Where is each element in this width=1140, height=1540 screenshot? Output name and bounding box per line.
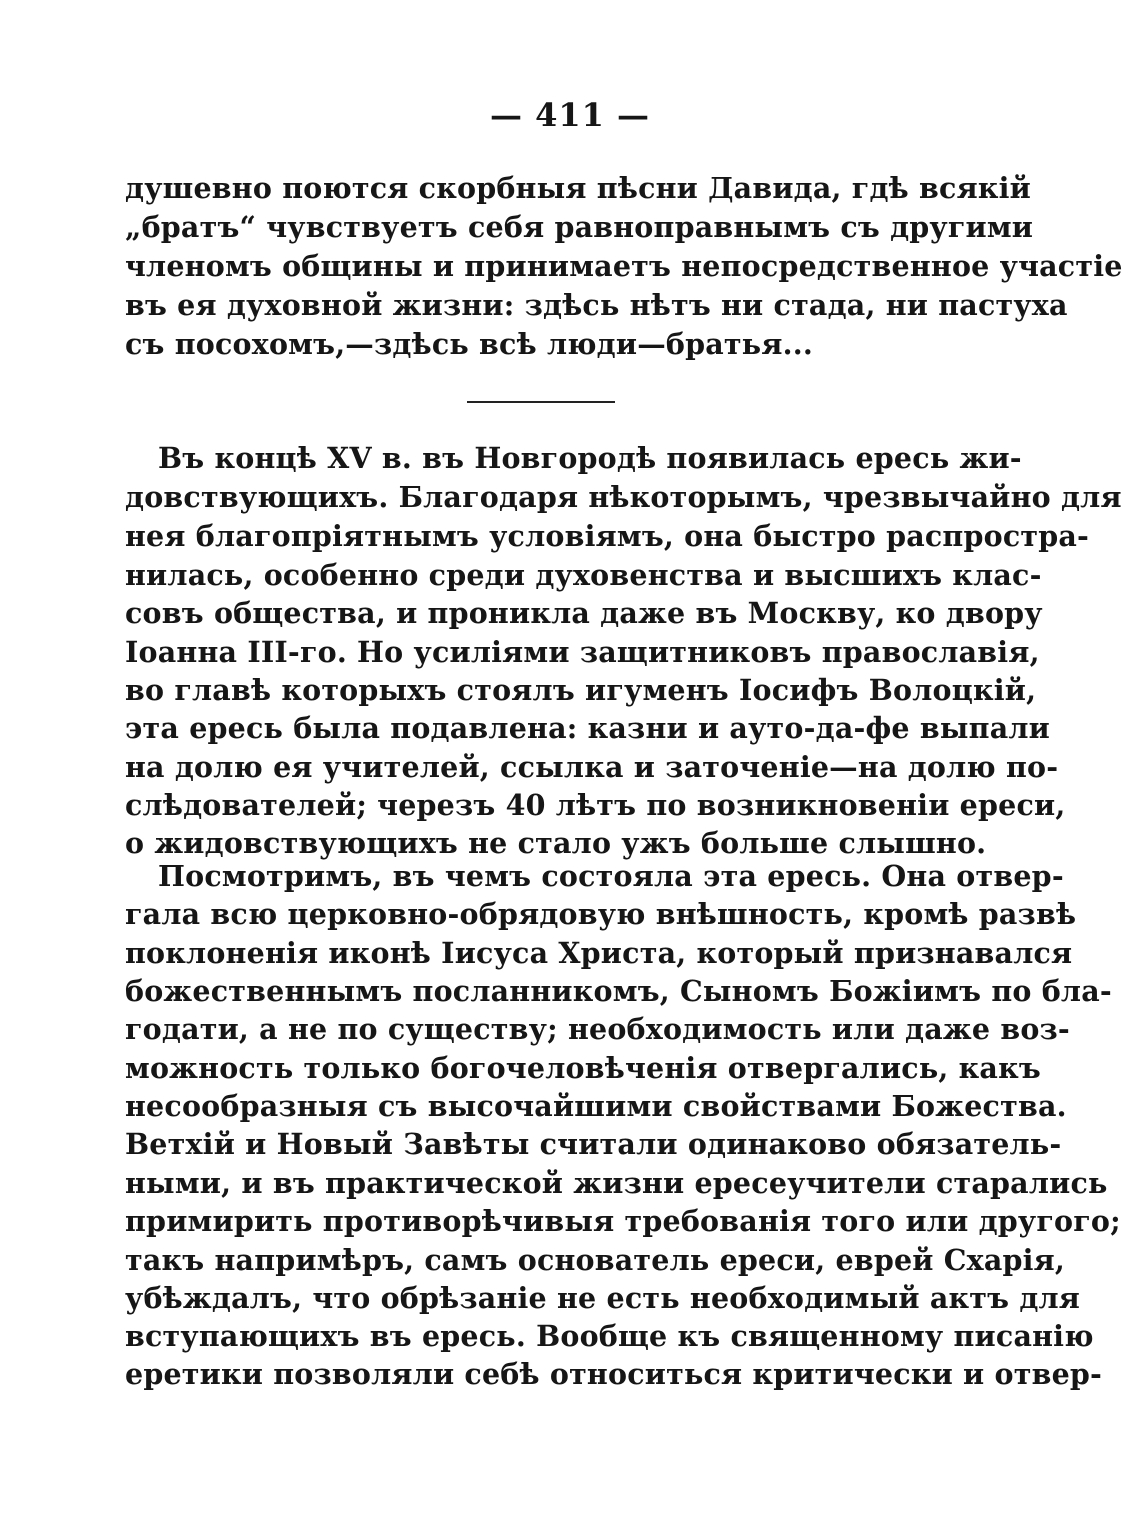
text-line: убѣждалъ, что обрѣзаніе не есть необходимый актъ для (125, 1281, 1081, 1315)
text-line: довствующихъ. Благодаря нѣкоторымъ, чрезвычайно для (125, 480, 1122, 514)
text-line: слѣдователей; черезъ 40 лѣтъ по возникновеніи ереси, (125, 788, 1066, 822)
text-line: можность только богочеловѣченія отвергались, какъ (125, 1051, 1041, 1085)
section-divider (467, 401, 615, 403)
text-line: ными, и въ практической жизни ересеучители старались (125, 1166, 1108, 1200)
text-line: душевно поются скорбныя пѣсни Давида, гдѣ всякій (125, 171, 1031, 205)
text-line: совъ общества, и проникла даже въ Москву, ко двору (125, 596, 1043, 630)
text-line: несообразныя съ высочайшими свойствами Божества. (125, 1089, 1067, 1123)
text-line: членомъ общины и принимаетъ непосредственное участіе (125, 249, 1123, 283)
text-line: божественнымъ посланникомъ, Сыномъ Божіимъ по бла- (125, 974, 1112, 1008)
text-line: гала всю церковно-обрядовую внѣшность, кромѣ развѣ (125, 897, 1077, 931)
text-line: Іоанна III-го. Но усиліями защитниковъ православія, (125, 635, 1040, 669)
text-line: такъ напримѣръ, самъ основатель ереси, еврей Схарія, (125, 1243, 1066, 1277)
text-line: Ветхій и Новый Завѣты считали одинаково обязатель- (125, 1127, 1062, 1161)
page-number: — 411 — (489, 96, 651, 134)
text-line: еретики позволяли себѣ относиться критически и отвер- (125, 1357, 1103, 1391)
text-line: въ ея духовной жизни: здѣсь нѣтъ ни стада, ни пастуха (125, 288, 1068, 322)
text-line: съ посохомъ,—здѣсь всѣ люди—братья... (125, 327, 813, 361)
text-line: Посмотримъ, въ чемъ состояла эта ересь. Она отвер- (158, 859, 1064, 893)
text-line: о жидовствующихъ не стало ужъ больше слышно. (125, 826, 987, 860)
text-line: нея благопріятнымъ условіямъ, она быстро распростра- (125, 519, 1090, 553)
text-line: во главѣ которыхъ стоялъ игуменъ Іосифъ Волоцкій, (125, 673, 1037, 707)
text-line: эта ересь была подавлена: казни и ауто-да-фе выпали (125, 711, 1051, 745)
text-line: вступающихъ въ ересь. Вообще къ священному писанію (125, 1319, 1094, 1353)
text-line: на долю ея учителей, ссылка и заточеніе—на долю по- (125, 750, 1059, 784)
text-line: Въ концѣ XV в. въ Новгородѣ появилась ересь жи- (158, 441, 1022, 475)
text-line: „братъ“ чувствуетъ себя равноправнымъ съ другими (125, 210, 1034, 244)
text-line: поклоненія иконѣ Іисуса Христа, который признавался (125, 936, 1073, 970)
text-line: нилась, особенно среди духовенства и высшихъ клас- (125, 558, 1042, 592)
text-line: годати, а не по существу; необходимость или даже воз- (125, 1012, 1070, 1046)
text-line: примирить противорѣчивыя требованія того или другого; (125, 1204, 1121, 1238)
